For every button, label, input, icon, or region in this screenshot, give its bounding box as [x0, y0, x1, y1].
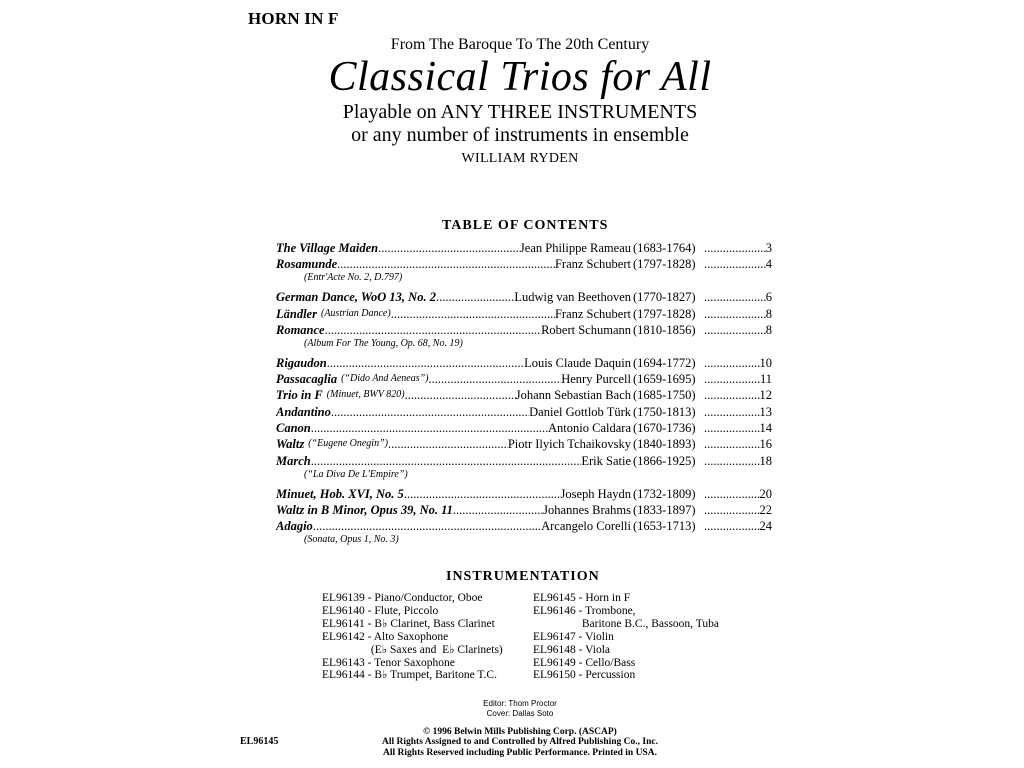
copyright-line-1: © 1996 Belwin Mills Publishing Corp. (ASCAP)	[423, 727, 617, 737]
toc-composer: Erik Satie	[581, 453, 631, 468]
toc-piece-title: German Dance, WoO 13, No. 2	[276, 290, 436, 305]
copyright-line-3: All Rights Reserved including Public Performance. Printed in USA.	[383, 747, 657, 758]
toc-piece-note: (“Eugene Onegin”)	[308, 438, 388, 450]
toc-page-number: 16	[759, 437, 772, 452]
toc-composer: Piotr Ilyich Tchaikovsky	[507, 437, 631, 452]
book-title: Classical Trios for All	[328, 54, 712, 100]
toc-composer: Daniel Gottlob Türk	[529, 404, 631, 419]
toc-composer: Johannes Brahms	[543, 502, 631, 517]
toc-piece-title: Andantino	[276, 404, 331, 419]
toc-years: (1694-1772)	[633, 355, 696, 370]
toc-composer: Robert Schumann	[541, 322, 631, 337]
toc-page-number: 14	[759, 421, 772, 436]
toc-composer: Henry Purcell	[561, 372, 631, 387]
toc-piece-title: Waltz in B Minor, Opus 39, No. 11	[276, 502, 453, 517]
toc-leader-dots	[704, 256, 766, 272]
toc-page-number: 6	[765, 290, 772, 305]
toc-leader-dots	[704, 420, 760, 436]
series-subtitle: From The Baroque To The 20th Century	[390, 36, 650, 53]
toc-entry	[276, 387, 771, 403]
toc-piece-title: Rigaudon	[276, 355, 327, 370]
toc-leader-dots	[704, 306, 766, 322]
toc-years: (1683-1764)	[633, 241, 696, 255]
toc-entry	[276, 289, 771, 305]
toc-page-number: 3	[765, 241, 772, 255]
playable-line-2: or any number of instruments in ensemble	[351, 124, 689, 146]
toc-subtitle: (Album For The Young, Op. 68, No. 19)	[304, 337, 463, 349]
playable-line-1: Playable on ANY THREE INSTRUMENTS	[342, 101, 698, 123]
toc-leader-dots	[436, 289, 514, 305]
toc-page-number: 24	[759, 519, 772, 534]
instrument-edition: EL96143 - Tenor Saxophone	[322, 656, 455, 669]
toc-years: (1840-1893)	[633, 437, 696, 452]
toc-composer: Ludwig van Beethoven	[514, 290, 631, 305]
toc-years: (1653-1713)	[633, 519, 696, 534]
instrument-edition: EL96141 - B♭ Clarinet, Bass Clarinet	[322, 617, 495, 630]
toc-leader-dots	[704, 387, 760, 403]
toc-leader-dots	[704, 502, 760, 518]
instrumentation-heading: INSTRUMENTATION	[446, 569, 600, 584]
catalog-code: EL96145	[240, 736, 279, 747]
toc-years: (1833-1897)	[633, 502, 696, 517]
toc-years: (1797-1828)	[633, 257, 696, 272]
toc-piece-title: Rosamunde	[276, 257, 338, 272]
toc-heading: TABLE OF CONTENTS	[442, 218, 609, 233]
credits	[0, 699, 1024, 719]
editor-credit: Editor: Thom Proctor	[483, 699, 557, 708]
toc-leader-dots	[429, 371, 562, 387]
toc-entry	[276, 502, 771, 518]
toc-leader-dots	[704, 518, 760, 534]
toc-piece-title: March	[276, 453, 311, 468]
toc-subtitle: (“La Diva De L'Empire”)	[304, 468, 408, 480]
instrument-edition: EL96144 - B♭ Trumpet, Baritone T.C.	[322, 669, 497, 682]
toc-piece-note: (Minuet, BWV 820)	[326, 389, 405, 401]
toc-piece-title: Passacaglia	[276, 372, 338, 387]
instrument-edition: EL96145 - Horn in F	[533, 592, 631, 604]
toc-entry	[276, 518, 771, 551]
toc-composer: Antonio Caldara	[548, 421, 631, 436]
toc-years: (1866-1925)	[633, 453, 696, 468]
toc-years: (1770-1827)	[633, 290, 696, 305]
author-name: WILLIAM RYDEN	[461, 151, 579, 166]
toc-page-number: 13	[759, 404, 772, 419]
toc-leader-dots	[378, 240, 520, 256]
toc-entry	[276, 256, 771, 289]
instrument-edition: EL96147 - Violin	[533, 630, 614, 643]
toc-years: (1685-1750)	[633, 388, 696, 403]
toc-piece-title: Trio in F	[276, 388, 323, 403]
toc-leader-dots	[704, 404, 760, 420]
toc-leader-dots	[311, 420, 548, 436]
toc-page-number: 10	[759, 355, 772, 370]
toc-years: (1732-1809)	[633, 486, 696, 501]
toc-entry	[276, 453, 771, 486]
instrument-edition: EL96149 - Cello/Bass	[533, 656, 636, 669]
toc-leader-dots	[388, 436, 508, 452]
toc-composer: Louis Claude Daquin	[524, 355, 631, 370]
toc-entry	[276, 306, 771, 322]
instrument-edition: EL96142 - Alto Saxophone	[322, 630, 449, 643]
toc-page-number: 8	[765, 322, 772, 337]
toc-leader-dots	[391, 306, 555, 322]
instrument-edition: EL96139 - Piano/Conductor, Oboe	[322, 592, 483, 604]
toc-leader-dots	[704, 371, 760, 387]
toc-years: (1750-1813)	[633, 404, 696, 419]
toc-page-number: 20	[759, 486, 772, 501]
toc-page-number: 12	[759, 388, 772, 403]
instrument-edition: Baritone B.C., Bassoon, Tuba	[533, 617, 719, 630]
toc-entry	[276, 371, 771, 387]
instrument-edition: EL96140 - Flute, Piccolo	[322, 604, 439, 617]
toc-composer: Arcangelo Corelli	[541, 519, 631, 534]
toc-piece-title: Adagio	[276, 519, 313, 534]
toc-piece-note: (Austrian Dance)	[320, 307, 391, 319]
toc-leader-dots	[405, 387, 516, 403]
toc-entry	[276, 240, 771, 256]
toc-composer: Franz Schubert	[554, 306, 631, 321]
toc-leader-dots	[704, 322, 766, 338]
toc-page-number: 11	[759, 372, 772, 387]
toc-composer: Jean Philippe Rameau	[519, 241, 631, 255]
instrumentation-list-left	[322, 592, 503, 682]
toc-years: (1810-1856)	[633, 322, 696, 337]
toc-entry	[276, 420, 771, 436]
toc-piece-title: Romance	[276, 322, 325, 337]
toc-entry	[276, 355, 771, 371]
toc-piece-title: Waltz	[276, 437, 305, 452]
toc-years: (1659-1695)	[633, 372, 696, 387]
toc-leader-dots	[404, 486, 561, 502]
instrument-edition: EL96148 - Viola	[533, 643, 611, 656]
instrument-edition: EL96146 - Trombone,	[533, 604, 636, 617]
toc-years: (1670-1736)	[633, 421, 696, 436]
toc-leader-dots	[704, 453, 760, 469]
toc-composer: Joseph Haydn	[560, 486, 631, 501]
toc-page-number: 4	[765, 257, 772, 272]
toc-page-number: 8	[765, 306, 772, 321]
cover-credit: Cover: Dallas Soto	[486, 709, 554, 718]
toc-leader-dots	[704, 486, 760, 502]
toc-leader-dots	[704, 355, 760, 371]
toc-leader-dots	[704, 436, 760, 452]
toc-entry	[276, 486, 771, 502]
part-label: HORN IN F	[248, 9, 339, 28]
toc-leader-dots	[327, 355, 524, 371]
copyright-line-2: All Rights Assigned to and Controlled by Alfred Publishing Co., Inc.	[381, 737, 658, 748]
instrument-edition: EL96150 - Percussion	[533, 669, 636, 682]
toc-leader-dots	[704, 289, 766, 305]
copyright-notice	[0, 727, 1024, 758]
toc-subtitle: (Entr'Acte No. 2, D.797)	[304, 272, 403, 284]
toc-entry	[276, 404, 771, 420]
toc-piece-title: The Village Maiden	[276, 241, 379, 255]
table-of-contents	[276, 240, 771, 551]
toc-piece-title: Canon	[276, 421, 311, 436]
toc-composer: Johann Sebastian Bach	[515, 388, 631, 403]
toc-leader-dots	[331, 404, 529, 420]
toc-piece-note: (“Dido And Aeneas”)	[341, 373, 429, 385]
toc-leader-dots	[704, 240, 766, 256]
instrumentation-list-right	[533, 592, 719, 682]
toc-composer: Franz Schubert	[554, 257, 631, 272]
toc-entry	[276, 436, 771, 452]
toc-leader-dots	[453, 502, 543, 518]
toc-years: (1797-1828)	[633, 306, 696, 321]
instrument-edition: (E♭ Saxes and E♭ Clarinets)	[322, 643, 503, 656]
toc-subtitle: (Sonata, Opus 1, No. 3)	[304, 534, 399, 546]
toc-piece-title: Minuet, Hob. XVI, No. 5	[276, 486, 404, 501]
toc-piece-title: Ländler	[276, 306, 317, 321]
toc-page-number: 22	[759, 502, 772, 517]
toc-entry	[276, 322, 771, 355]
toc-page-number: 18	[759, 453, 772, 468]
